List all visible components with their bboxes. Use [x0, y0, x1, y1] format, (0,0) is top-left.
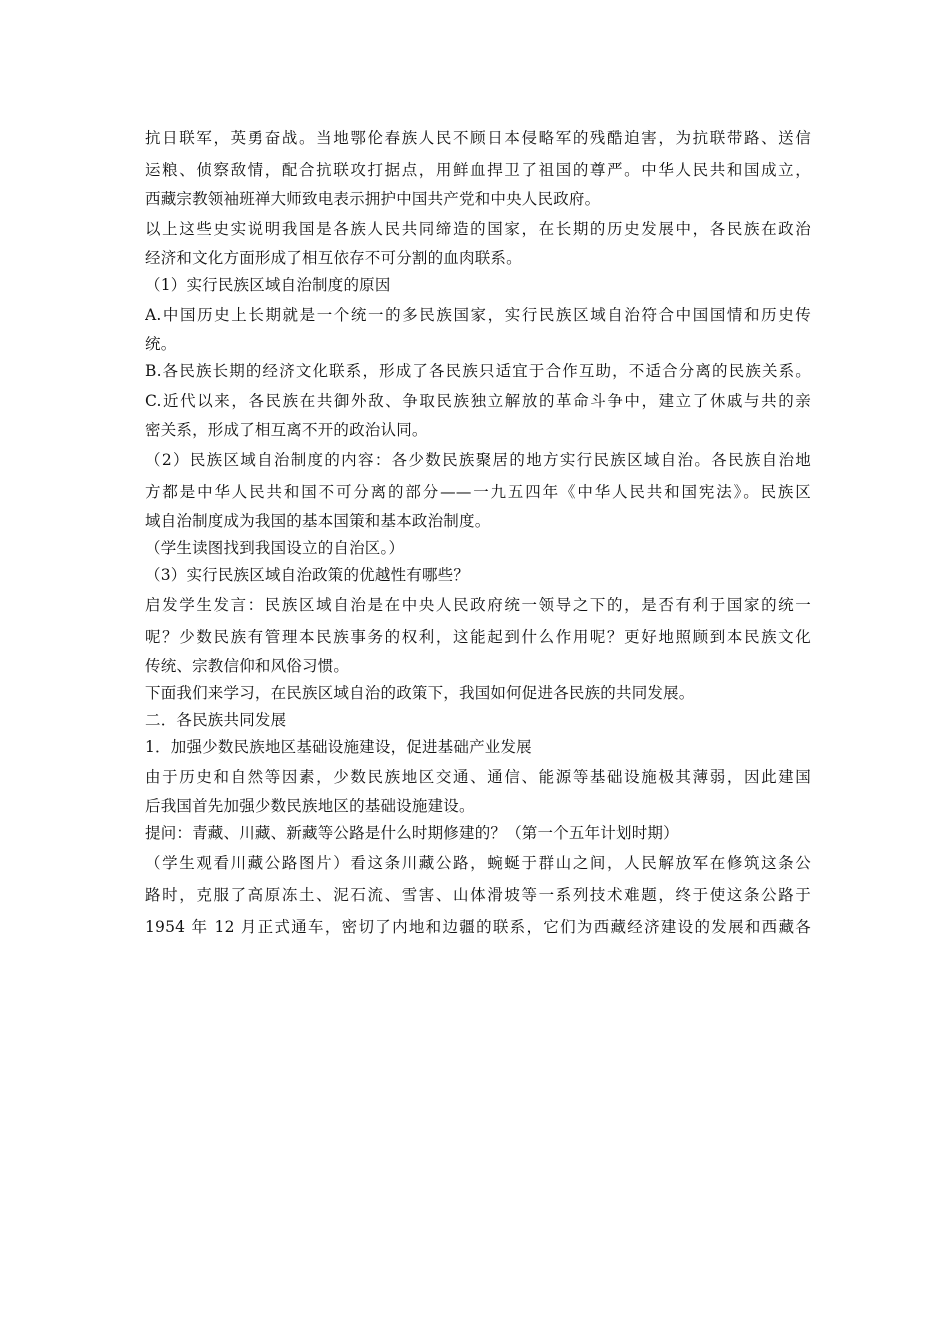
text-line: B.各民族长期的经济文化联系，形成了各民族只适宜于合作互助，不适合分离的民族关系。: [145, 362, 811, 380]
text-line: 后我国首先加强少数民族地区的基础设施建设。: [145, 797, 475, 815]
text-line: 下面我们来学习，在民族区域自治的政策下，我国如何促进各民族的共同发展。: [145, 684, 695, 702]
text-line: 1954 年 12 月正式通车，密切了内地和边疆的联系，它们为西藏经济建设的发展和西藏各: [145, 918, 811, 936]
text-line: 1．加强少数民族地区基础设施建设，促进基础产业发展: [145, 738, 532, 756]
text-line: A.中国历史上长期就是一个统一的多民族国家，实行民族区域自治符合中国国情和历史传: [145, 306, 811, 324]
text-line: 传统、宗教信仰和风俗习惯。: [145, 657, 350, 675]
text-line: 方都是中华人民共和国不可分离的部分——一九五四年《中华人民共和国宪法》。民族区: [145, 483, 811, 501]
text-line: （学生观看川藏公路图片）看这条川藏公路，蜿蜒于群山之间，人民解放军在修筑这条公: [145, 854, 811, 872]
text-line: 路时，克服了高原冻土、泥石流、雪害、山体滑坡等一系列技术难题，终于使这条公路于: [145, 886, 811, 904]
text-line: 呢？少数民族有管理本民族事务的权利，这能起到什么作用呢？更好地照顾到本民族文化: [145, 628, 811, 646]
text-line: 西藏宗教领袖班禅大师致电表示拥护中国共产党和中央人民政府。: [145, 190, 601, 208]
text-line: （学生读图找到我国设立的自治区。）: [145, 539, 405, 557]
text-line: 经济和文化方面形成了相互依存不可分割的血肉联系。: [145, 249, 522, 267]
text-line: 统。: [145, 335, 177, 353]
text-line: （2）民族区域自治制度的内容：各少数民族聚居的地方实行民族区域自治。各民族自治地: [145, 451, 811, 469]
text-line: 密关系，形成了相互离不开的政治认同。: [145, 421, 428, 439]
text-line: 启发学生发言：民族区域自治是在中央人民政府统一领导之下的，是否有利于国家的统一: [145, 596, 811, 614]
text-line: 二．各民族共同发展: [145, 711, 287, 729]
text-line: 域自治制度成为我国的基本国策和基本政治制度。: [145, 512, 491, 530]
text-line: 以上这些史实说明我国是各族人民共同缔造的国家，在长期的历史发展中，各民族在政治: [145, 220, 811, 238]
text-line: 运粮、侦察敌情，配合抗联攻打据点，用鲜血捍卫了祖国的尊严。中华人民共和国成立，: [145, 161, 811, 179]
text-line: （3）实行民族区域自治政策的优越性有哪些？: [145, 566, 470, 584]
text-line: 提问：青藏、川藏、新藏等公路是什么时期修建的？（第一个五年计划时期）: [145, 824, 679, 842]
document-page: [145, 122, 811, 943]
text-line: 由于历史和自然等因素，少数民族地区交通、通信、能源等基础设施极其薄弱，因此建国: [145, 768, 811, 786]
text-line: C.近代以来，各民族在共御外敌、争取民族独立解放的革命斗争中，建立了休戚与共的亲: [145, 392, 811, 410]
text-line: （1）实行民族区域自治制度的原因: [145, 276, 391, 294]
text-line: 抗日联军，英勇奋战。当地鄂伦春族人民不顾日本侵略军的残酷迫害，为抗联带路、送信: [145, 129, 811, 147]
